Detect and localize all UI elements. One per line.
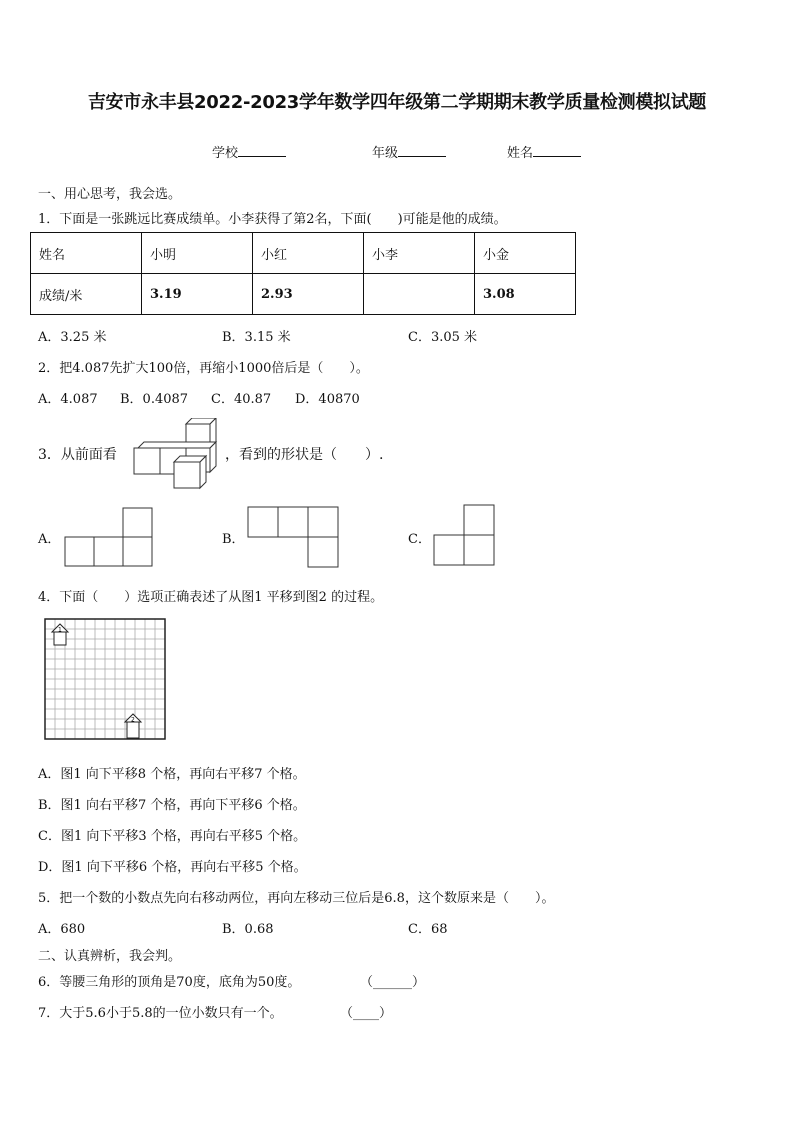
q3-option-a-label[interactable]: A． bbox=[38, 532, 61, 547]
name-label: 姓名 bbox=[507, 146, 534, 161]
school-blank[interactable] bbox=[238, 142, 286, 157]
question-3-suffix: ，看到的形状是（ ）. bbox=[225, 447, 384, 463]
table-cell: 姓名 bbox=[31, 233, 142, 274]
q4-option-a[interactable]: A．图1 向下平移8 个格，再向右平移7 个格。 bbox=[38, 767, 306, 782]
q2-option-a[interactable]: A．4.087 bbox=[38, 392, 98, 407]
q4-option-d[interactable]: D．图1 向下平移6 个格，再向右平移5 个格。 bbox=[38, 860, 307, 875]
house-figure-2 bbox=[125, 714, 141, 738]
table-row bbox=[31, 233, 576, 274]
house-2-label: 2 bbox=[131, 716, 135, 724]
question-7-answer-blank[interactable]: （____） bbox=[340, 1006, 393, 1021]
page-title: 吉安市永丰县2022-2023学年数学四年级第二学期期末教学质量检测模拟试题 bbox=[87, 92, 707, 113]
q2-option-b[interactable]: B．0.4087 bbox=[120, 392, 189, 407]
table-cell: 小明 bbox=[142, 233, 253, 274]
question-3-prefix: 3．从前面看 bbox=[38, 447, 117, 463]
q3-option-b-label[interactable]: B． bbox=[222, 532, 245, 547]
grade-field[interactable] bbox=[372, 142, 446, 161]
translation-grid-figure bbox=[44, 618, 168, 744]
school-field[interactable] bbox=[212, 142, 286, 161]
scores-table bbox=[30, 232, 576, 315]
question-6-answer-blank[interactable]: （______） bbox=[360, 975, 426, 990]
table-cell: 小红 bbox=[253, 233, 364, 274]
q5-option-a[interactable]: A．680 bbox=[38, 922, 86, 937]
table-cell: 小金 bbox=[475, 233, 576, 274]
cube-stack-figure bbox=[130, 418, 220, 490]
q2-option-d[interactable]: D．40870 bbox=[295, 392, 360, 407]
q3-option-a-shape[interactable] bbox=[64, 506, 154, 568]
q4-option-c[interactable]: C．图1 向下平移3 个格，再向右平移5 个格。 bbox=[38, 829, 307, 844]
table-cell: 2.93 bbox=[253, 274, 364, 315]
table-cell: 小李 bbox=[364, 233, 475, 274]
q2-option-c[interactable]: C．40.87 bbox=[211, 392, 272, 407]
table-cell: 成绩/米 bbox=[31, 274, 142, 315]
name-field[interactable] bbox=[507, 142, 581, 161]
house-figure-1 bbox=[52, 624, 68, 645]
name-blank[interactable] bbox=[533, 142, 581, 157]
q5-option-c[interactable]: C．68 bbox=[408, 922, 448, 937]
grade-label: 年级 bbox=[372, 146, 399, 161]
q3-option-c-label[interactable]: C． bbox=[408, 532, 431, 547]
school-label: 学校 bbox=[212, 146, 239, 161]
q3-option-b-shape[interactable] bbox=[247, 506, 339, 568]
question-7-text: 7．大于5.6小于5.8的一位小数只有一个。 bbox=[38, 1006, 283, 1021]
question-6-text: 6．等腰三角形的顶角是70度，底角为50度。 bbox=[38, 975, 301, 990]
question-2-text: 2．把4.087先扩大100倍，再缩小1000倍后是（ ）。 bbox=[38, 361, 369, 376]
table-cell bbox=[364, 274, 475, 315]
house-1-label: 1 bbox=[58, 626, 62, 634]
question-1-text: 1．下面是一张跳远比赛成绩单。小李获得了第2名，下面( )可能是他的成绩。 bbox=[38, 212, 507, 227]
table-cell: 3.08 bbox=[475, 274, 576, 315]
question-5-text: 5．把一个数的小数点先向右移动两位，再向左移动三位后是6.8，这个数原来是（ ）。 bbox=[38, 891, 555, 906]
table-row bbox=[31, 274, 576, 315]
table-cell: 3.19 bbox=[142, 274, 253, 315]
grade-blank[interactable] bbox=[398, 142, 446, 157]
q5-option-b[interactable]: B．0.68 bbox=[222, 922, 274, 937]
section-one-heading: 一、用心思考，我会选。 bbox=[38, 187, 182, 202]
q1-option-b[interactable]: B．3.15 米 bbox=[222, 330, 291, 345]
section-two-heading: 二、认真辨析，我会判。 bbox=[38, 949, 182, 964]
q1-option-a[interactable]: A．3.25 米 bbox=[38, 330, 107, 345]
q4-option-b[interactable]: B．图1 向右平移7 个格，再向下平移6 个格。 bbox=[38, 798, 306, 813]
q1-option-c[interactable]: C．3.05 米 bbox=[408, 330, 478, 345]
q3-option-c-shape[interactable] bbox=[433, 504, 495, 566]
question-4-text: 4．下面（ ）选项正确表述了从图1 平移到图2 的过程。 bbox=[38, 590, 384, 605]
